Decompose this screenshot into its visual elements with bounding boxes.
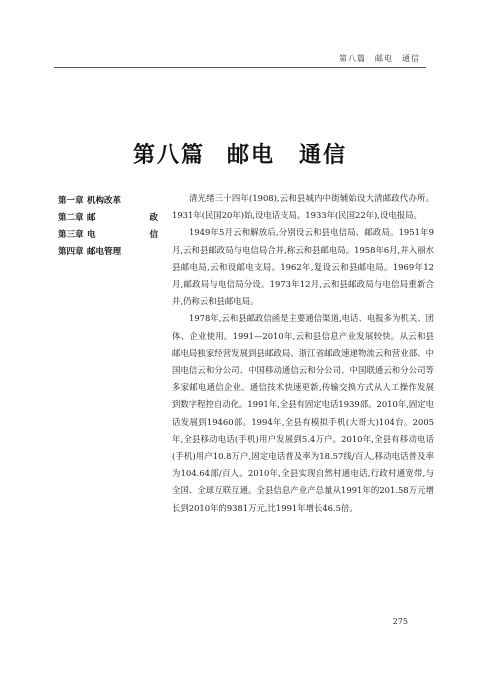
paragraph: 1949年5月云和解放后,分别设云和县电信局、邮政局。1951年9月,云和县邮政局与电信局合并,称云和县邮电局。1958年6月,并入丽水县邮电局,云和设邮电支局。1962年,复设云和县邮电局。1969年12月,邮政局与电信局分设。1973年12月,云和县邮政局与电信局重新合并,仍称云和县邮电局。	[172, 227, 434, 307]
toc-chapter-num: 第四章	[58, 247, 84, 257]
toc-chapter-name: 邮电管理	[87, 247, 122, 257]
toc-chapter-num: 第三章	[58, 230, 84, 240]
toc-chapter-num: 第一章	[58, 196, 84, 206]
title-part: 第八篇	[132, 142, 205, 168]
paragraph: 1978年,云和县邮政信函是主要通信渠道,电话、电报多为机关、团体、企业使用。1991—2010年,云和县信息产业发展较快。从云和县邮电局独家经营发展到县邮政局、浙江省邮政速递物流云和营业部、中国电信云和分公司、中国移动通信云和分公司、中国联通云和分公司等多家邮电通信企业。通信技术快速更新,传输交换方式从人工操作发展到数字程控自动化。1991年,全县有固定电话1939部。2010年,固定电话发展到19460部。1994年,全县有模拟手机(大哥大)104台。2005年,全县移动电话(手机)用户发展到5.4万户。2010年,全县有移动电话(手机)用户10.8万户,固定电话普及率为18.57线/百人,移动电话普及率为104.64部/百人。2010年,全县实现自然村通电话,行政村通宽带,与全国、全球互联互通。全县信息产业产总量从1991年的201.58万元增长到2010年的9381万元,比1991年增长46.5倍。	[172, 313, 434, 513]
header-rule	[54, 67, 426, 68]
toc-item	[58, 193, 158, 210]
chapter-list	[58, 193, 158, 261]
page-number: 275	[392, 617, 408, 626]
toc-char: 政	[149, 213, 158, 223]
page-title	[0, 138, 480, 169]
toc-chapter-name	[87, 210, 158, 227]
paragraph: 清光绪三十四年(1908),云和县城内中街辅始设大清邮政代办所。1931年(民国20年)始,设电话支局。1933年(民国22年),设电报局。	[172, 193, 434, 221]
toc-char: 电	[87, 230, 96, 240]
toc-chapter-name: 机构改革	[87, 196, 122, 206]
toc-item	[58, 210, 158, 227]
toc-char: 邮	[87, 213, 96, 223]
toc-item	[58, 244, 158, 261]
toc-item	[58, 227, 158, 244]
toc-chapter-name	[87, 227, 158, 244]
title-name: 邮电 通信	[227, 142, 348, 168]
body-text	[172, 190, 434, 517]
toc-chapter-num: 第二章	[58, 213, 84, 223]
toc-char: 信	[149, 230, 158, 240]
running-header: 第八篇 邮电 通信	[339, 54, 420, 63]
